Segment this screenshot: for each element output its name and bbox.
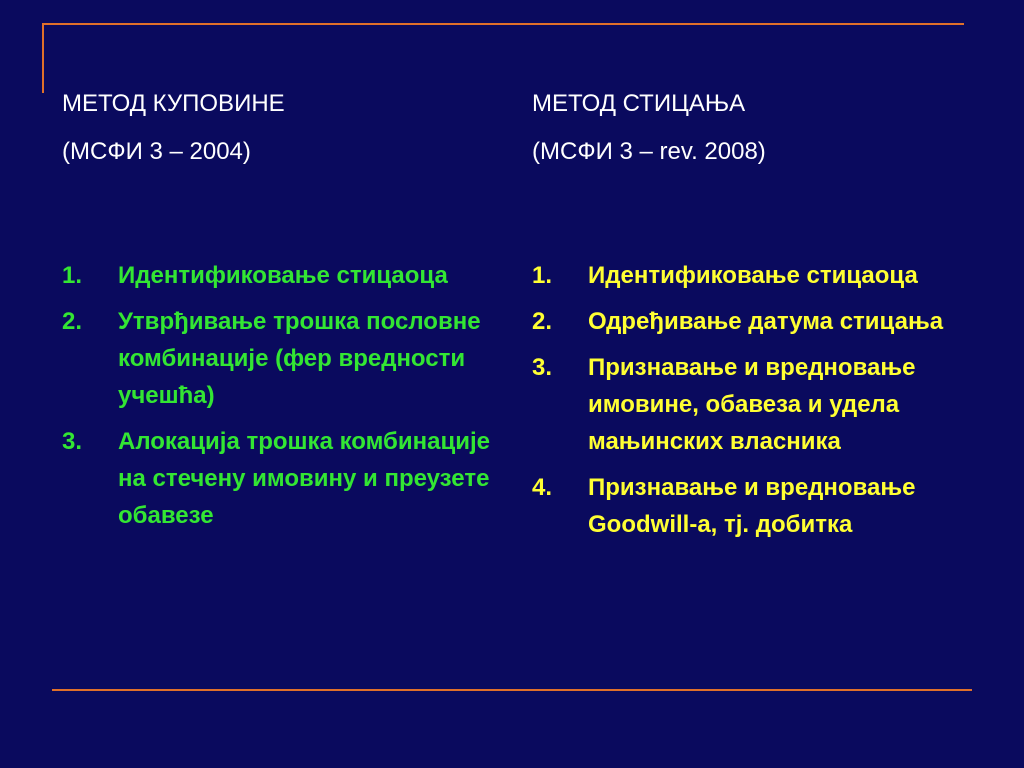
right-list-item bbox=[532, 303, 982, 340]
right-list-item bbox=[532, 257, 982, 294]
left-subtitle: (МСФИ 3 – 2004) bbox=[62, 138, 251, 165]
right-list-item bbox=[532, 349, 982, 460]
left-item-text: Утврђивање трошка пословне комбинације (фер вредности учешћа) bbox=[118, 308, 481, 409]
frame-top-line bbox=[42, 23, 964, 25]
frame-left-line bbox=[42, 23, 44, 93]
left-item-number: 1. bbox=[62, 262, 83, 289]
left-list bbox=[62, 257, 502, 534]
left-list-item bbox=[62, 423, 502, 534]
right-item-number: 2. bbox=[532, 308, 553, 335]
left-item-text: Алокација трошка комбинације на стечену имовину и преузете обавезе bbox=[118, 428, 490, 529]
right-item-number: 1. bbox=[532, 262, 553, 289]
left-title: МЕТОД КУПОВИНЕ bbox=[62, 90, 285, 117]
left-column bbox=[62, 80, 502, 543]
left-item-number: 2. bbox=[62, 308, 83, 335]
left-item-text: Идентификовање стицаоца bbox=[118, 262, 448, 289]
right-title: МЕТОД СТИЦАЊА bbox=[532, 90, 746, 117]
right-item-text: Идентификовање стицаоца bbox=[588, 262, 918, 289]
right-column bbox=[532, 80, 982, 552]
right-list-item bbox=[532, 469, 982, 543]
right-subtitle: (МСФИ 3 – rev. 2008) bbox=[532, 138, 766, 165]
right-item-text: Признавање и вредновање имовине, обавеза и удела мањинских власника bbox=[588, 354, 916, 455]
right-item-text: Одређивање датума стицања bbox=[588, 308, 944, 335]
right-item-number: 4. bbox=[532, 474, 553, 501]
left-list-item bbox=[62, 303, 502, 414]
frame-bottom-line bbox=[52, 689, 972, 691]
right-item-number: 3. bbox=[532, 354, 553, 381]
left-item-number: 3. bbox=[62, 428, 83, 455]
right-item-text: Признавање и вредновање Goodwill-а, тј. добитка bbox=[588, 474, 916, 538]
left-list-item bbox=[62, 257, 502, 294]
right-list bbox=[532, 257, 982, 543]
